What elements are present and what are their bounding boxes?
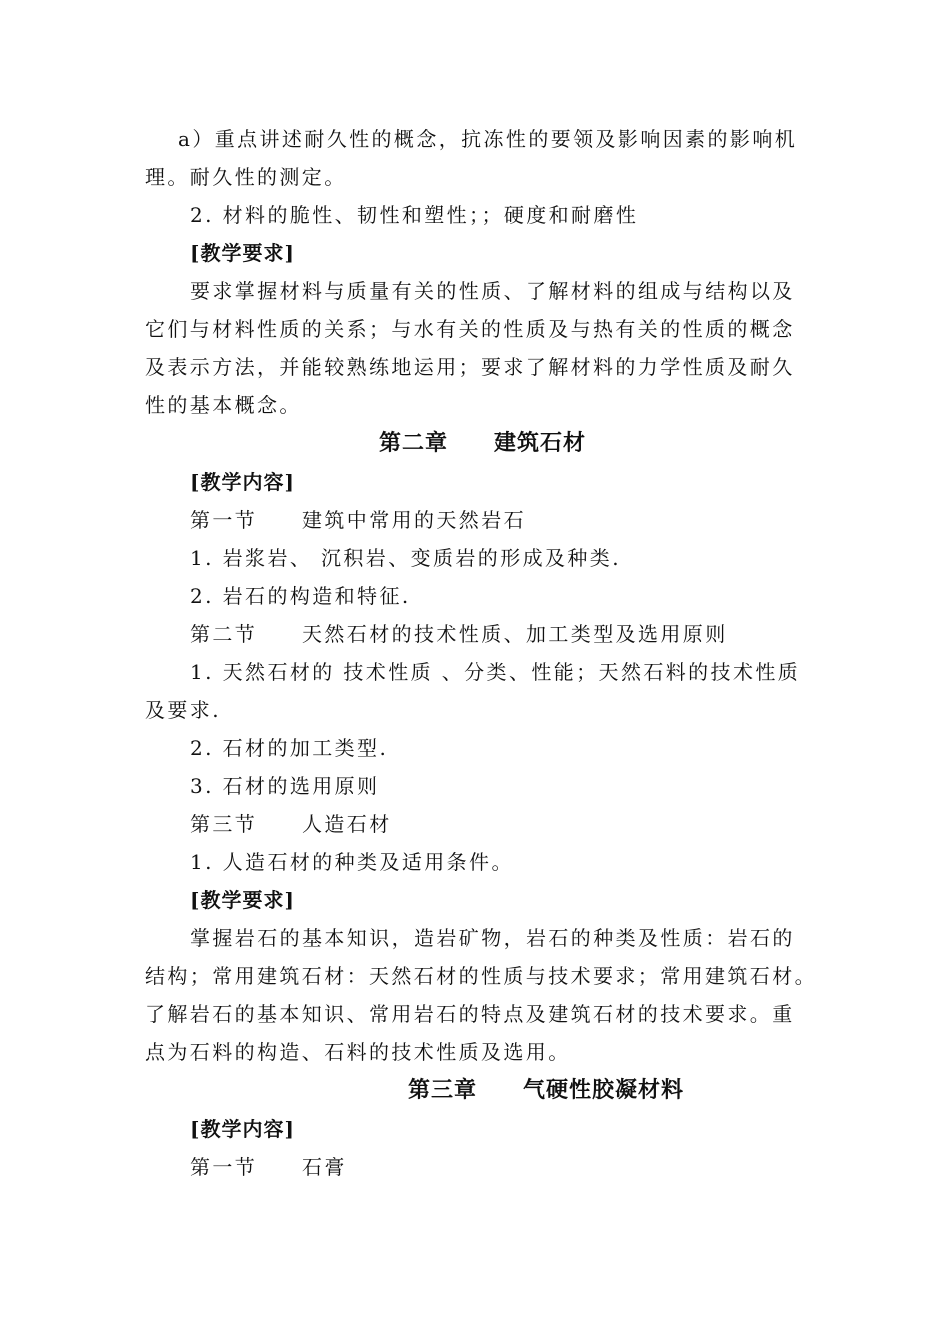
subsection-title: 第一节 建筑中常用的天然岩石 [190,508,526,532]
chapter-heading: 第三章 气硬性胶凝材料 [408,1077,685,1103]
list-item: 2. 岩石的构造和特征. [190,584,411,608]
paragraph-line: 掌握岩石的基本知识，造岩矿物，岩石的种类及性质：岩石的 [190,926,795,950]
chapter-heading: 第二章 建筑石材 [379,430,587,456]
list-item: 2. 石材的加工类型. [190,736,389,760]
list-item: 1. 天然石材的 技术性质 、分类、性能；天然石料的技术性质 [190,660,801,684]
subsection-title: 第一节 石膏 [190,1155,347,1179]
paragraph-line: 要求掌握材料与质量有关的性质、了解材料的组成与结构以及 [190,279,795,303]
list-item: 2. 材料的脆性、韧性和塑性；；硬度和耐磨性 [190,203,639,227]
subsection-title: 第二节 天然石材的技术性质、加工类型及选用原则 [190,622,728,646]
list-item: 1. 岩浆岩、 沉积岩、变质岩的形成及种类. [190,546,621,570]
paragraph-line: 结构；常用建筑石材：天然石材的性质与技术要求；常用建筑石材。 [145,964,817,988]
section-label: [教学要求] [190,888,295,912]
list-item: 3. 石材的选用原则 [190,774,380,798]
paragraph-line: 理。耐久性的测定。 [145,165,347,189]
paragraph-line: 了解岩石的基本知识、常用岩石的特点及建筑石材的技术要求。重 [145,1002,795,1026]
section-label: [教学内容] [190,470,295,494]
list-item: 1. 人造石材的种类及适用条件。 [190,850,514,874]
paragraph-line: 及表示方法，并能较熟练地运用；要求了解材料的力学性质及耐久 [145,355,795,379]
subsection-title: 第三节 人造石材 [190,812,392,836]
section-label: [教学内容] [190,1117,295,1141]
paragraph-line: 点为石料的构造、石料的技术性质及选用。 [145,1040,571,1064]
paragraph-line: a）重点讲述耐久性的概念，抗冻性的要领及影响因素的影响机 [178,127,798,151]
paragraph-line: 性的基本概念。 [145,393,302,417]
section-label: [教学要求] [190,241,295,265]
paragraph-line: 及要求. [145,698,221,722]
paragraph-line: 它们与材料性质的关系；与水有关的性质及与热有关的性质的概念 [145,317,795,341]
